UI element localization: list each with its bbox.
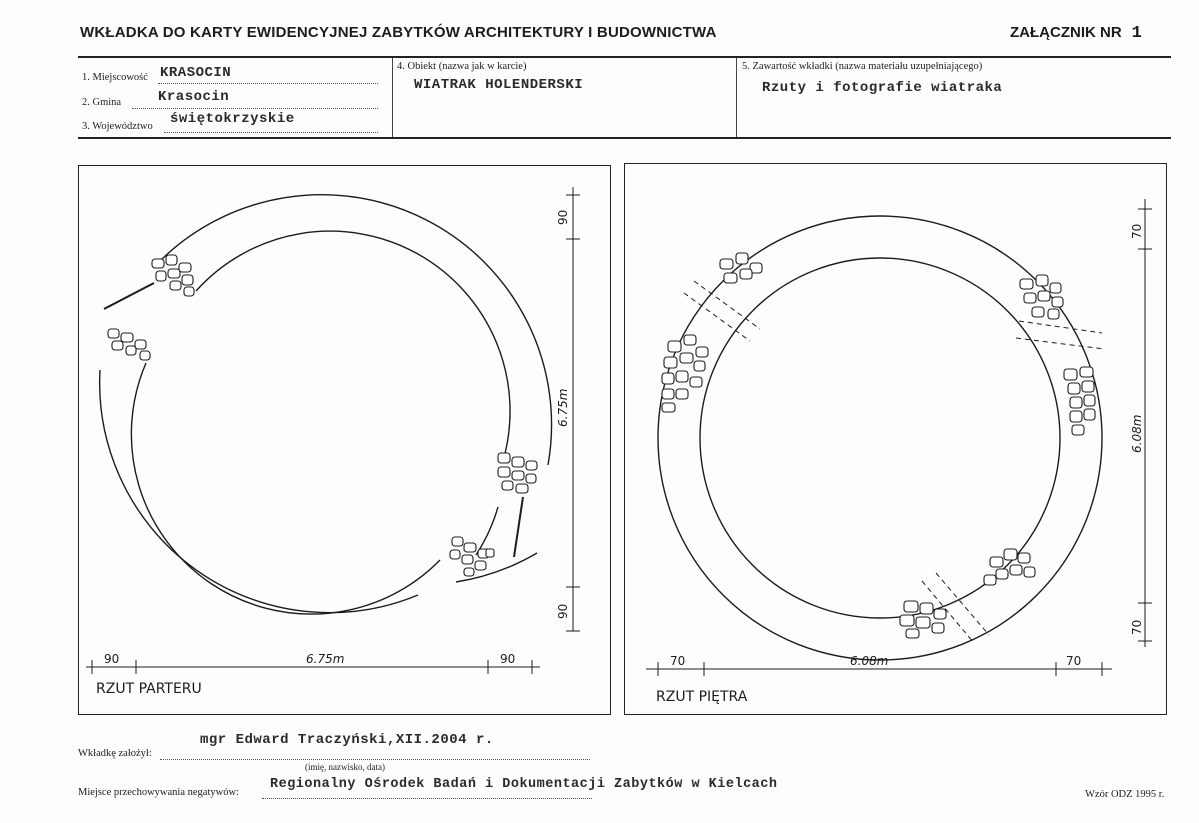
dim-left-2: 70 [670,654,686,668]
outer-wall-arc-1 [158,195,552,465]
locality-label: 1. Miejscowość [82,72,148,83]
contents-label: 5. Zawartość wkładki (nazwa materiału uzupełniającego) [742,61,983,72]
dim-left: 90 [104,652,120,666]
drawing-caption-left: RZUT PARTERU [96,681,202,697]
upper-floor-plan [624,163,1168,717]
commune-value: Krasocin [158,89,230,105]
header-bottom-rule [78,137,1171,139]
inner-wall-arc-3 [131,363,440,614]
drawing-caption-right: RZUT PIĘTRA [656,689,748,705]
stone-patch-3 [498,453,537,493]
form-title: WKŁADKA DO KARTY EWIDENCYJNEJ ZABYTKÓW ARCHITEKTURY I BUDOWNICTWA [80,24,717,41]
stone-patch-1 [152,255,194,296]
object-label: 4. Obiekt (nazwa jak w karcie) [397,61,527,72]
dim-inner-v-2: 6.08m [1130,414,1144,453]
inner-wall-circle [700,258,1060,618]
ground-floor-plan [78,165,612,717]
contents-value: Rzuty i fotografie wiatraka [762,80,1003,96]
dim-inner-h-2: 6.08m [850,654,889,668]
header-top-rule [78,56,1171,58]
stone-patch-8 [1064,367,1095,435]
dim-right: 90 [500,652,516,666]
stone-patch-10 [900,601,946,638]
commune-label: 2. Gmina [82,97,122,108]
object-value: WIATRAK HOLENDERSKI [414,77,584,93]
dim-wall-bottom: 90 [556,603,570,619]
stone-patch-7 [1020,275,1063,319]
storage-label: Miejsce przechowywania negatywów: [78,787,239,798]
voivodeship-label: 3. Województwo [82,121,153,132]
author-hint: (imię, nazwisko, data) [305,762,385,772]
field-divider-1 [392,58,393,137]
dim-inner-v: 6.75m [556,388,570,427]
author-value: mgr Edward Traczyński,XII.2004 r. [200,732,494,748]
inner-wall-arc-1 [196,231,510,461]
commune-dotline [132,107,378,109]
annex-number: 1 [1131,24,1142,43]
dim-right-2: 70 [1066,654,1082,668]
dim-inner-h: 6.75m [306,652,345,666]
locality-dotline [158,82,378,84]
stone-patch-6 [662,335,708,412]
stone-patch-9 [984,549,1035,585]
dim-wall-bottom-2: 70 [1130,619,1144,635]
outer-wall-arc-3 [100,370,418,613]
stone-patch-2 [108,329,150,360]
storage-dotline [262,797,592,799]
author-label: Wkładkę założył: [78,748,152,759]
inner-wall-arc-2 [476,507,498,555]
storage-value: Regionalny Ośrodek Badań i Dokumentacji Zabytków w Kielcach [270,777,778,792]
stone-patch-4 [450,537,494,576]
voivodeship-value: świętokrzyskie [170,111,295,127]
locality-value: KRASOCIN [160,65,232,81]
author-dotline [160,758,590,760]
annex-label [1010,24,1142,43]
form-version: Wzór ODZ 1995 r. [1085,789,1165,800]
dim-wall-top-2: 70 [1130,223,1144,239]
annex-label-text: ZAŁĄCZNIK NR [1010,24,1122,41]
voivodeship-dotline [164,131,378,133]
field-divider-2 [736,58,737,137]
dim-wall-top: 90 [556,209,570,225]
stone-patch-5 [720,253,762,283]
